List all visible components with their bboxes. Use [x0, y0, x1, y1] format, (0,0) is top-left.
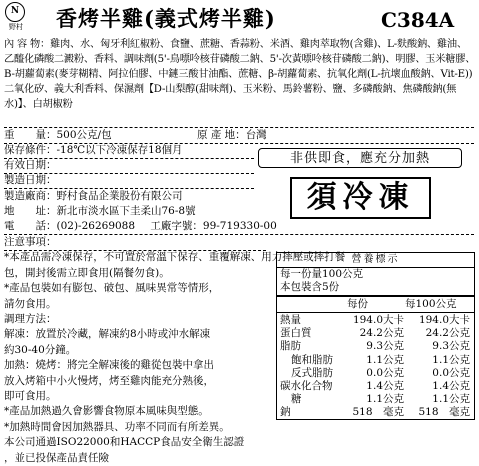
- nutrition-table: [276, 252, 475, 420]
- ingredients-text: 雞肉、水、匈牙利紅椒粉、食鹽、蔗糖、香蒜粉、米酒、雞肉萃取物(含雞)、L-麩酸鈉、雞油、乙醯化磷酸二澱粉、香料、調味劑(5'-鳥嘌呤核苷磷酸二鈉、5'-次黃嘌呤核苷磷酸二鈉)、明膠、玉米糖膠、B-胡蘿蔔素(麥芽糊精、阿拉伯膠、中鏈三酸甘油酯、蔗糖、β-胡蘿蔔素、抗氧化劑(L-抗壞血酸鈉、Vit-E))二氧化矽、義大利香料、保濕劑【D-山梨醇(甜味劑)、玉米粉、馬鈴薯粉、鹽、多磷酸鈉、焦磷酸鈉(無水)】、白胡椒粉: [4, 39, 476, 110]
- keep-frozen-stamp: 須冷凍: [290, 177, 431, 219]
- origin-label: 原 產 地：: [197, 129, 246, 141]
- notice-line: 解凍：放置於冷藏，解凍約8小時或沖水解凍: [4, 328, 211, 341]
- notice-line: 請勿食用。: [4, 297, 57, 310]
- phone-value: (02)-26269088: [56, 220, 136, 232]
- notice-line: *加熱時間會因加熱器具、功率不同而有所差異。: [4, 420, 230, 433]
- nutrition-row: [277, 340, 474, 353]
- nutrition-row: [277, 380, 474, 393]
- storage-row: [4, 143, 183, 158]
- nutrition-rule: [277, 312, 474, 313]
- nutrition-name: 蛋白質: [280, 327, 312, 340]
- nutrition-per-serving: 0.0公克: [366, 366, 404, 379]
- nutrition-per-serving: 1.1公克: [366, 393, 404, 406]
- nutrition-per-100g: 9.3公克: [432, 340, 470, 353]
- storage-label: 保存條件：: [4, 144, 57, 156]
- nutrition-per-100g: 1.1公克: [432, 353, 470, 366]
- notice-line: ，並已投保產品責任險: [4, 451, 109, 464]
- nutrition-servings-per-pack: 本包裝含5份: [280, 281, 340, 293]
- notice-line: 放入烤箱中小火慢烤，烤至雞肉能充分熟後，: [4, 374, 214, 387]
- notice-line: *產品加熱過久會影響食物原本風味與型態。: [4, 405, 209, 418]
- origin-row: [197, 128, 267, 143]
- factory-label: 工廠字號：: [150, 220, 203, 232]
- nutrition-per-serving: 24.2公克: [359, 327, 404, 340]
- nutrition-serving: 每一份量100公克: [280, 268, 364, 280]
- nutrition-title: 營養標示: [351, 254, 400, 265]
- nutrition-name: 熱量: [280, 314, 301, 326]
- nutrition-per-serving: 1.1公克: [366, 353, 404, 366]
- nutrition-row: [277, 354, 474, 367]
- factory-value: 99-719330-00: [202, 220, 277, 232]
- nutrition-name: 反式脂肪: [291, 366, 333, 379]
- nutrition-per-100g: 24.2公克: [425, 327, 470, 340]
- brand-logo-mark: N: [5, 2, 25, 22]
- notice-label: 注意事項：: [4, 236, 57, 248]
- notice-line: *產品包裝如有膨包、破包、風味異常等情形，: [4, 282, 220, 295]
- address-value: 新北市淡水區下圭柔山76-8號: [56, 205, 196, 217]
- not-ready-to-eat-stamp: 非供即食，應充分加熱: [258, 148, 462, 168]
- product-title: 香烤半雞(義式烤半雞): [56, 6, 276, 31]
- divider: [4, 250, 266, 251]
- notice-line: 包，開封後需立即食用(隔餐勿食)。: [4, 266, 170, 279]
- nutrition-row: [277, 406, 474, 419]
- nutrition-row: [277, 314, 474, 327]
- notice-line: *本產品需冷凍保存，不可置於常溫下保存、重覆解凍、用力摔壓或摔打餐: [4, 251, 346, 264]
- nutrition-per-100g: 0.0公克: [432, 366, 470, 379]
- product-code: C384A: [381, 8, 455, 32]
- nutrition-row: [277, 367, 474, 380]
- weight-label: 重 量：: [4, 129, 57, 141]
- nutrition-per-100g: 194.0大卡: [418, 314, 470, 326]
- nutrition-rule: [277, 295, 474, 297]
- nutrition-per-serving: 9.3公克: [366, 340, 404, 353]
- address-label: 地 址：: [4, 205, 57, 217]
- storage-value: -18℃以下冷凍保存18個月: [56, 144, 183, 156]
- nutrition-name: 脂肪: [280, 340, 301, 353]
- nutrition-name: 飽和脂肪: [291, 353, 333, 366]
- nutrition-per-serving: 518 毫克: [352, 406, 404, 419]
- nutrition-per-serving: 1.4公克: [366, 380, 404, 392]
- brand-logo: [3, 2, 29, 34]
- maker-label: 製造廠商：: [4, 190, 57, 202]
- nutrition-per-100g: 1.1公克: [432, 393, 470, 406]
- manufacture-label: 製造日期：: [4, 174, 57, 186]
- notice-line: 加熱：燒烤：將完全解凍後的雞從包裝中拿出: [4, 359, 214, 372]
- nutrition-col-per-100g: 每100公克: [405, 298, 457, 310]
- nutrition-row: [277, 327, 474, 340]
- phone-row: [4, 219, 277, 234]
- weight-value: 500公克/包: [56, 129, 112, 141]
- ingredients: [4, 37, 476, 112]
- notice-line: 約30-40分鐘。: [4, 343, 77, 356]
- phone-label: 電 話：: [4, 220, 57, 232]
- notice-line: 調理方法：: [4, 313, 57, 326]
- ingredients-label: 內 容 物：: [4, 39, 51, 50]
- weight-row: [4, 128, 112, 143]
- notice-line: 即可食用。: [4, 390, 57, 403]
- notice-line: 本公司通過ISO22000和HACCP食品安全衛生認證: [4, 436, 245, 449]
- brand-logo-text: 野村: [9, 23, 23, 31]
- nutrition-row: [277, 393, 474, 406]
- nutrition-name: 鈉: [280, 406, 291, 419]
- nutrition-name: 糖: [291, 393, 302, 406]
- nutrition-per-serving: 194.0大卡: [352, 314, 404, 326]
- nutrition-header-row: [277, 298, 474, 311]
- nutrition-per-100g: 518 毫克: [418, 406, 470, 419]
- expiry-label: 有效日期：: [4, 159, 57, 171]
- nutrition-col-per-serving: 每份: [347, 298, 368, 310]
- maker-value: 野村食品企業股份有限公司: [56, 190, 183, 202]
- nutrition-name: 碳水化合物: [280, 380, 333, 392]
- address-row: [4, 204, 196, 219]
- nutrition-per-100g: 1.4公克: [432, 380, 470, 392]
- origin-value: 台灣: [245, 129, 267, 141]
- maker-row: [4, 189, 183, 204]
